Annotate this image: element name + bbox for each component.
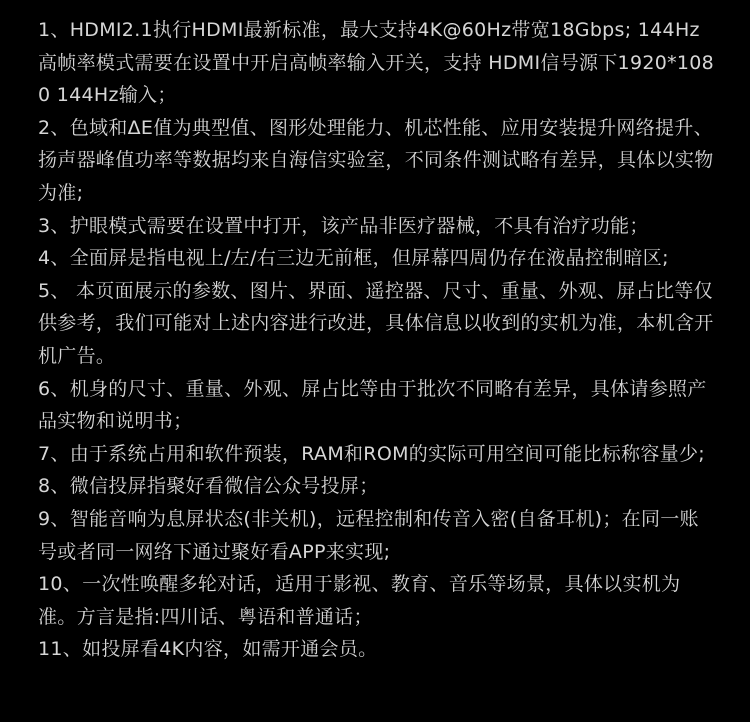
note-item-6: 6、机身的尺寸、重量、外观、屏占比等由于批次不同略有差异，具体请参照产品实物和说明书； (38, 377, 707, 433)
note-item-11: 11、如投屏看4K内容，如需开通会员。 (38, 638, 378, 661)
note-item-10: 10、一次性唤醒多轮对话，适用于影视、教育、音乐等场景，具体以实机为准。方言是指:四川话、粤语和普通话； (38, 573, 681, 628)
note-item-7: 7、由于系统占用和软件预装，RAM和ROM的实际可用空间可能比标称容量少; (38, 442, 705, 465)
note-item-3: 3、护眼模式需要在设置中打开，该产品非医疗器械，不具有治疗功能； (38, 214, 649, 237)
product-notes-list (38, 14, 718, 666)
note-item-8: 8、微信投屏指聚好看微信公众号投屏； (38, 475, 379, 498)
note-item-4: 4、全面屏是指电视上/左/右三边无前框，但屏幕四周仍存在液晶控制暗区; (38, 247, 669, 270)
note-item-9: 9、智能音响为息屏状态(非关机)，远程控制和传音入密(自备耳机)；在同一账号或者同一网络下通过聚好看APP来实现; (38, 507, 699, 563)
note-item-5: 5、 本页面展示的参数、图片、界面、遥控器、尺寸、重量、外观、屏占比等仅供参考，我们可能对上述内容进行改进，具体信息以收到的实机为准，本机含开机广告。 (38, 279, 714, 367)
note-item-1: 1、HDMI2.1执行HDMI最新标准，最大支持4K@60Hz带宽18Gbps; 144Hz高帧率模式需要在设置中开启高帧率输入开关，支持 HDMI信号源下1920*1080 144Hz输入； (38, 19, 715, 107)
note-item-2: 2、色域和ΔE值为典型值、图形处理能力、机芯性能、应用安装提升网络提升、扬声器峰值功率等数据均来自海信实验室，不同条件测试略有差异，具体以实物为准; (38, 116, 714, 204)
